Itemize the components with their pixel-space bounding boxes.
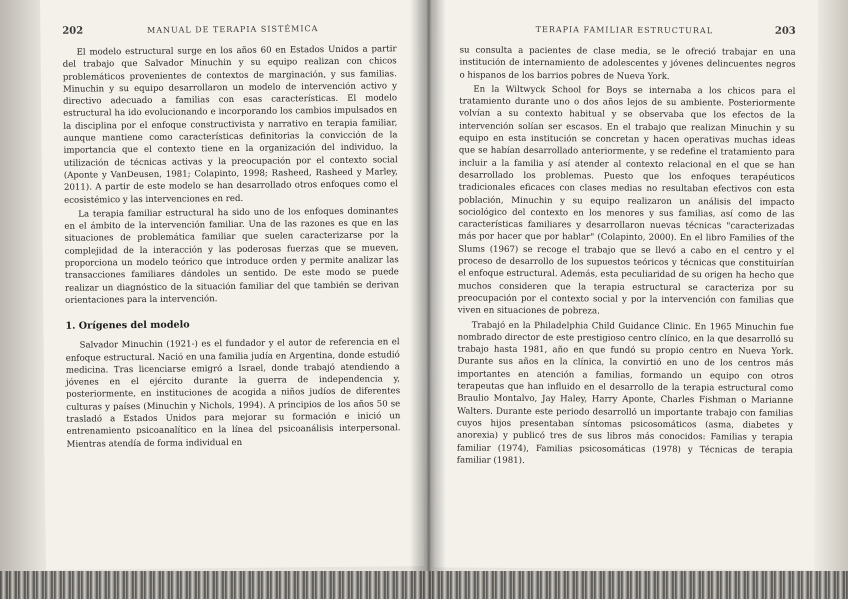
right-running-head: TERAPIA FAMILIAR ESTRUCTURAL <box>535 25 714 36</box>
left-paragraph-2: La terapia familiar estructural ha sido uno de los enfoques dominantes en el ámbito de la intervención familiar. Una de las razones es que en las situaciones de problemática familiar que suelen caracterizarse por la complejidad de la interacción y las poderosas fuerzas que se mueven, proporciona un modelo teórico que introduce orden y permite analizar las transacciones familiares dándoles un sentido. De este modo se puede realizar un diagnóstico de la situación familiar del que también se derivan orientaciones para la intervención. <box>64 206 400 306</box>
right-page-header <box>460 24 796 37</box>
left-book-edge <box>0 0 44 599</box>
left-page-header <box>62 22 396 36</box>
left-body-top <box>62 43 399 307</box>
right-page-number: 203 <box>774 25 796 37</box>
left-paragraph-3: Salvador Minuchin (1921-) es el fundador y el autor de referencia en el enfoque estructural. Nació en una familia judía en Argentina, donde estudió medicina. Tras licenciarse emigró a Israel, donde trabajó atendiendo a jóvenes en el ejército durante la guerra de independencia y, posteriormente, en instituciones de acogida a niños judíos de diferentes culturas y países (Minuchin y Nichols, 1994). A principios de los años 50 se trasladó a Estados Unidos para mejorar su formación e inició un entrenamiento psicoanalítico en la línea del psicoanálisis interpersonal. Mientras atendía de forma individual en <box>65 337 401 450</box>
left-body-bottom <box>66 336 401 450</box>
right-paragraph-3: Trabajó en la Philadelphia Child Guidance Clinic. En 1965 Minuchin fue nombrado director de este prestigioso centro clínico, en la que desarrolló su trabajo hasta 1981, año en que fundó su propio centro en Nueva York. Durante sus años en la clínica, la convirtió en uno de los centros más importantes en atención a familias, formando un equipo con otros terapeutas que han influido en el desarrollo de la terapia estructural como Braulio Montalvo, Jay Haley, Harry Aponte, Charles Fishman o Marianne Walters. Durante este periodo desarrolló un importante trabajo con familias cuyos hijos presentaban síntomas psicosomáticos (asma, diabetes y anorexia) y publicó tres de sus libros más conocidos: Familias y terapia familiar (1974), Familias psicosomáticas (1978) y Técnicas de terapia familiar (1981). <box>456 320 794 466</box>
scan-bottom-edge <box>0 571 848 599</box>
left-page-number: 202 <box>62 25 84 37</box>
right-page <box>434 0 818 570</box>
right-paragraph-2: En la Wiltwyck School for Boys se internaba a los chicos para el tratamiento durante uno o dos años lejos de su ambiente. Posteriormente volvían a su contexto habitual y se observaba que los efectos de la intervención solían ser escasos. En el trabajo que realizan Minuchin y su equipo en esta institución se concretan y hacen operativas muchas ideas que se habían desarrollado anteriormente, y se redefine el tratamiento para incluir a la familia y así atender al contexto relacional en el que se han desarrollado los problemas. Puesto que los enfoques terapéuticos tradicionales eficaces con clases medias no resultaban efectivos con esta población, Minuchin y su equipo realizaron un análisis del impacto sociológico del contexto en los menores y sus familias, así como de las características familiares y desarrollaron nuevas técnicas "caracterizadas más por hacer que por hablar" (Colapinto, 2000). En el libro Families of the Slums (1967) se recoge el trabajo que se llevó a cabo en el centro y el proceso de desarrollo de los supuestos teóricos y técnicas que constituirían el enfoque estructural. Además, esta peculiaridad de su origen ha hecho que muchos consideren que la terapia estructural se caracteriza por su preocupación por el contexto social y por la intervención con familias que viven en situaciones de pobreza. <box>457 84 796 317</box>
left-page <box>40 0 424 570</box>
left-running-head: MANUAL DE TERAPIA SISTÉMICA <box>147 24 319 35</box>
left-paragraph-1: El modelo estructural surge en los años 60 en Estados Unidos a partir del trabajo que Salvador Minuchin y su equipo realizan con chicos problemáticos provenientes de contextos de marginación, y sus familias. Minuchin y su equipo desarrollaron un modelo de intervención activo y directivo adecuado a familias con esas características. El modelo estructural ha ido evolucionando e incorporando los cambios impulsados en la disciplina por el enfoque constructivista y narrativo en terapia familiar, aunque mantiene como características definitorias la convicción de la importancia que el contexto tiene en la organización del individuo, la utilización de técnicas activas y la preocupación por el contexto social (Aponte y VanDeusen, 1981; Colapinto, 1998; Rasheed, Rasheed y Marley, 2011). A partir de este modelo se han desarrollado otros enfoques como el ecosistémico y las intervenciones en red. <box>62 44 399 206</box>
right-paragraph-1: su consulta a pacientes de clase media, se le ofreció trabajar en una institución de internamiento de adolescentes y jóvenes delincuentes negros o hispanos de los barrios pobres de Nueva York. <box>459 45 796 82</box>
right-book-edge <box>814 0 848 599</box>
right-body <box>457 44 796 468</box>
section-title: 1. Orígenes del modelo <box>65 319 190 332</box>
